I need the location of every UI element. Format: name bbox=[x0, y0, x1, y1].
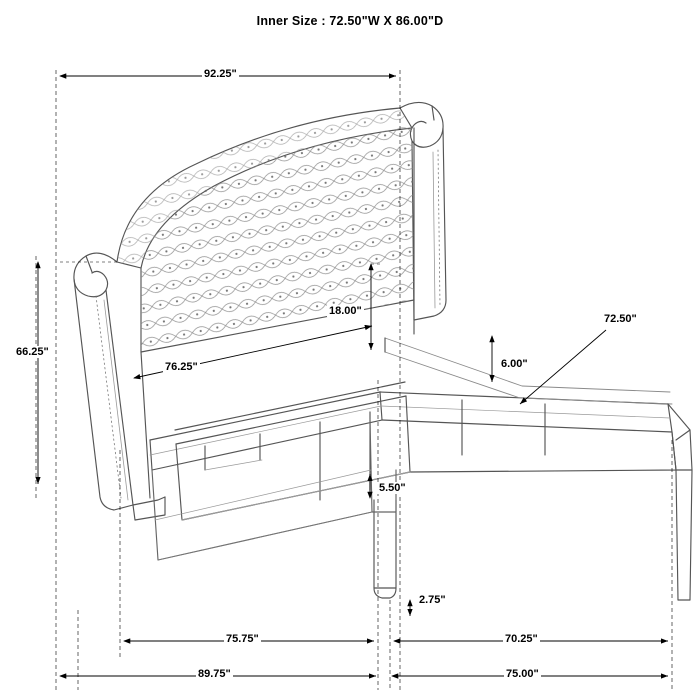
dim-overall-right: 75.00" bbox=[506, 668, 539, 680]
dim-overall-left: 89.75" bbox=[198, 668, 231, 680]
dim-footprint-left: 75.75" bbox=[226, 633, 259, 645]
dim-footprint-right: 70.25" bbox=[505, 633, 538, 645]
dim-overall-height-left: 66.25" bbox=[16, 346, 49, 358]
dim-headboard-to-rail: 18.00" bbox=[329, 305, 362, 317]
dim-slat-height: 5.50" bbox=[379, 482, 406, 494]
page-title: Inner Size : 72.50"W X 86.00"D bbox=[256, 14, 444, 28]
dim-foot-clearance: 2.75" bbox=[419, 594, 446, 606]
dim-overall-width-top: 92.25" bbox=[204, 68, 237, 80]
dim-rail-height-right: 6.00" bbox=[501, 358, 528, 370]
dim-headboard-panel-width: 76.25" bbox=[165, 361, 198, 373]
dim-inner-width-callout: 72.50" bbox=[604, 313, 637, 325]
